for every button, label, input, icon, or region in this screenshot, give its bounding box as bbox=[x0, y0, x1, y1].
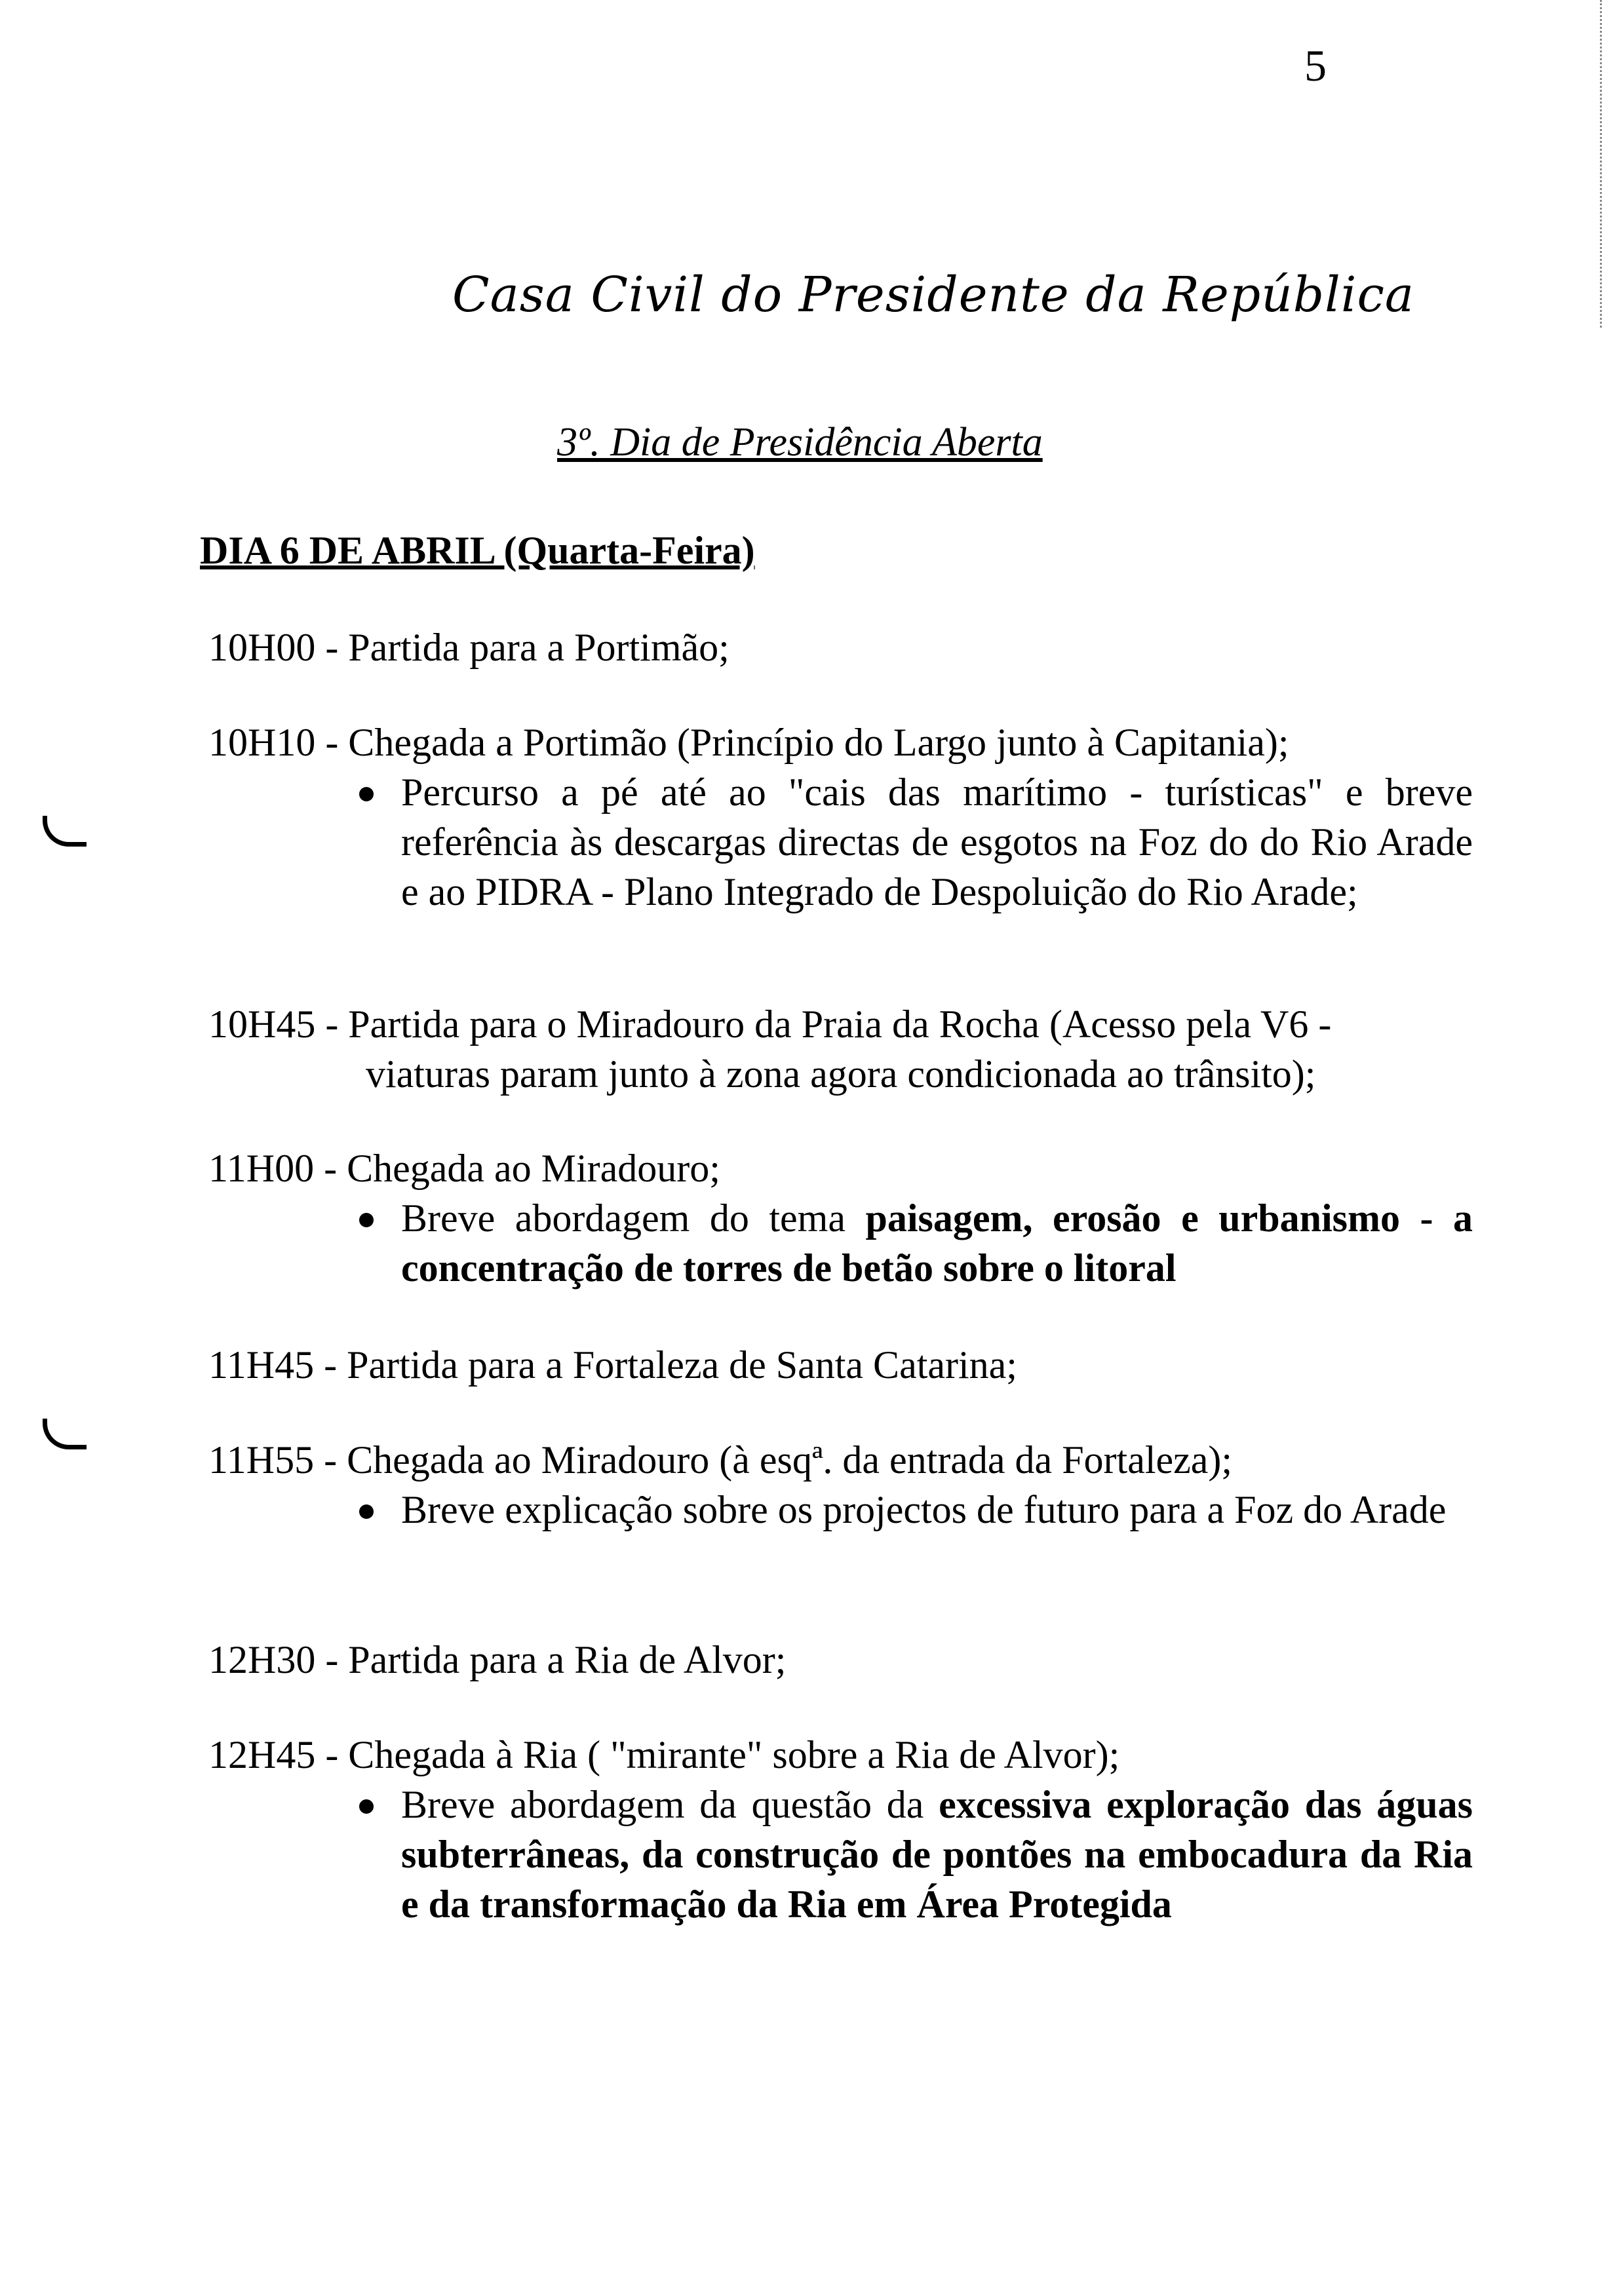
day-heading: DIA 6 DE ABRIL (Quarta-Feira) bbox=[200, 529, 755, 572]
bullet-text: Breve abordagem do tema bbox=[401, 1196, 866, 1240]
bullet-icon bbox=[359, 1504, 374, 1519]
bullet-icon bbox=[359, 787, 374, 801]
entry-line: 10H10 - Chegada a Portimão (Princípio do Largo junto à Capitania); bbox=[208, 721, 1289, 764]
schedule-entry bbox=[208, 622, 730, 672]
scan-edge-artifacts bbox=[1595, 0, 1602, 328]
page-number: 5 bbox=[1304, 41, 1327, 90]
entry-line: 12H30 - Partida para a Ria de Alvor; bbox=[208, 1638, 787, 1681]
schedule-entry bbox=[208, 718, 1473, 917]
bullet-text: Breve explicação sobre os projectos de futuro para a Foz do Arade bbox=[401, 1488, 1447, 1531]
entry-line: 12H45 - Chegada à Ria ( "mirante" sobre a Ria de Alvor); bbox=[208, 1733, 1120, 1776]
schedule-entry bbox=[208, 999, 1331, 1099]
margin-check-mark bbox=[43, 816, 87, 847]
subtitle: 3º. Dia de Presidência Aberta bbox=[557, 420, 1043, 465]
bullet-text: Percurso a pé até ao "cais das marítimo - turísticas" e breve referência às descargas directas de esgotos na Foz do do Rio Arade e ao PIDRA - Plano Integrado de Despoluição do Rio Arade; bbox=[401, 771, 1473, 913]
bullet-item bbox=[359, 1780, 1473, 1929]
schedule-entry bbox=[208, 1143, 1473, 1293]
bullet-item bbox=[359, 1193, 1473, 1293]
entry-line: 11H55 - Chegada ao Miradouro (à esqª. da entrada da Fortaleza); bbox=[208, 1438, 1233, 1482]
entry-continuation: viaturas param junto à zona agora condicionada ao trânsito); bbox=[366, 1052, 1316, 1096]
bullet-icon bbox=[359, 1799, 374, 1814]
entry-line: 10H00 - Partida para a Portimão; bbox=[208, 626, 730, 669]
entry-line: 10H45 - Partida para o Miradouro da Praia da Rocha (Acesso pela V6 - bbox=[208, 1003, 1332, 1046]
schedule-entry bbox=[208, 1730, 1473, 1929]
letterhead: Casa Civil do Presidente da República bbox=[452, 267, 1415, 323]
entry-line: 11H00 - Chegada ao Miradouro; bbox=[208, 1147, 720, 1190]
bullet-text-bold: excessiva exploração das águas subterrâneas, da construção de pontões na embocadura da Ria e da transformação da Ria em Área Protegida bbox=[401, 1783, 1473, 1926]
margin-check-mark bbox=[43, 1419, 87, 1449]
schedule-entry bbox=[208, 1435, 1473, 1535]
bullet-icon bbox=[359, 1213, 374, 1227]
schedule-entry bbox=[208, 1635, 786, 1685]
schedule-entry bbox=[208, 1340, 1017, 1390]
bullet-text: Breve abordagem da questão da bbox=[401, 1783, 939, 1826]
entry-line: 11H45 - Partida para a Fortaleza de Santa Catarina; bbox=[208, 1343, 1017, 1387]
bullet-text-bold: paisagem, erosão e urbanismo - a concentração de torres de betão sobre o litoral bbox=[401, 1196, 1473, 1290]
bullet-item bbox=[359, 767, 1473, 917]
bullet-item bbox=[359, 1485, 1473, 1535]
